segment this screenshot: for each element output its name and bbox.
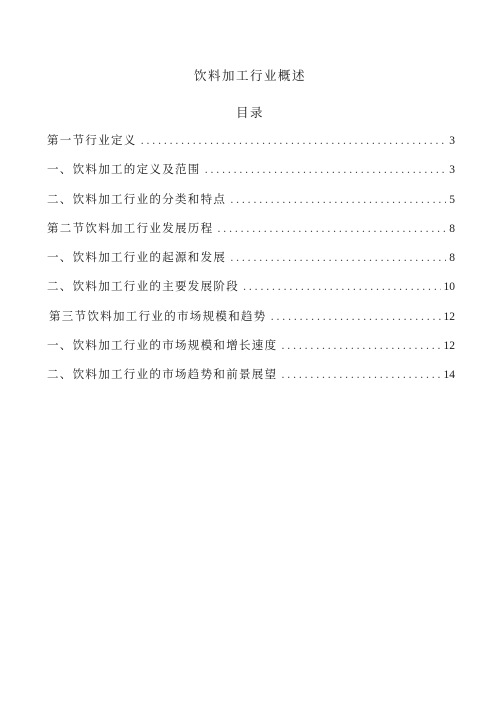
- toc-dot-leader: [205, 156, 447, 185]
- table-of-contents: [47, 126, 455, 390]
- toc-entry-label: 二、饮料加工行业的分类和特点: [47, 191, 227, 206]
- toc-entry-section-1[interactable]: [47, 126, 455, 155]
- toc-entry-label: 一、饮料加工行业的市场规模和增长速度: [47, 338, 278, 353]
- toc-entry-2-2[interactable]: [47, 272, 455, 301]
- toc-page-number: 3: [449, 164, 455, 177]
- toc-dot-leader: [230, 244, 446, 273]
- toc-entry-label: 第三节饮料加工行业的市场规模和趋势: [49, 308, 267, 323]
- toc-entry-section-3[interactable]: [47, 302, 455, 331]
- toc-entry-label: 第二节饮料加工行业发展历程: [47, 220, 214, 235]
- toc-dot-leader: [217, 215, 446, 244]
- toc-entry-label: 一、饮料加工的定义及范围: [47, 162, 201, 177]
- toc-entry-label: 二、饮料加工行业的市场趋势和前景展望: [47, 367, 278, 382]
- toc-entry-1-2[interactable]: [47, 185, 455, 214]
- toc-entry-1-1[interactable]: [47, 155, 455, 184]
- toc-dot-leader: [230, 186, 446, 215]
- toc-page-number: 3: [449, 135, 455, 147]
- toc-entry-label: 二、饮料加工行业的主要发展阶段: [47, 279, 239, 294]
- toc-entry-label: 一、饮料加工行业的起源和发展: [47, 250, 227, 265]
- toc-page-number: 12: [443, 340, 455, 353]
- toc-page-number: 8: [449, 222, 455, 235]
- toc-entry-label: 第一节行业定义: [47, 133, 137, 147]
- toc-dot-leader: [243, 273, 441, 302]
- toc-dot-leader: [281, 332, 440, 361]
- toc-dot-leader: [141, 127, 447, 156]
- toc-entry-3-1[interactable]: [47, 331, 455, 360]
- toc-page-number: 5: [449, 193, 455, 206]
- toc-dot-leader: [271, 303, 441, 332]
- document-title: 饮料加工行业概述: [193, 68, 306, 83]
- toc-entry-3-2[interactable]: [47, 360, 455, 389]
- toc-entry-2-1[interactable]: [47, 243, 455, 272]
- toc-page-number: 14: [443, 369, 455, 382]
- toc-page-number: 8: [449, 252, 455, 265]
- toc-entry-section-2[interactable]: [47, 214, 455, 243]
- toc-page-number: 12: [443, 310, 455, 323]
- toc-page-number: 10: [443, 281, 455, 294]
- toc-heading: 目录: [235, 105, 264, 120]
- toc-dot-leader: [281, 361, 440, 390]
